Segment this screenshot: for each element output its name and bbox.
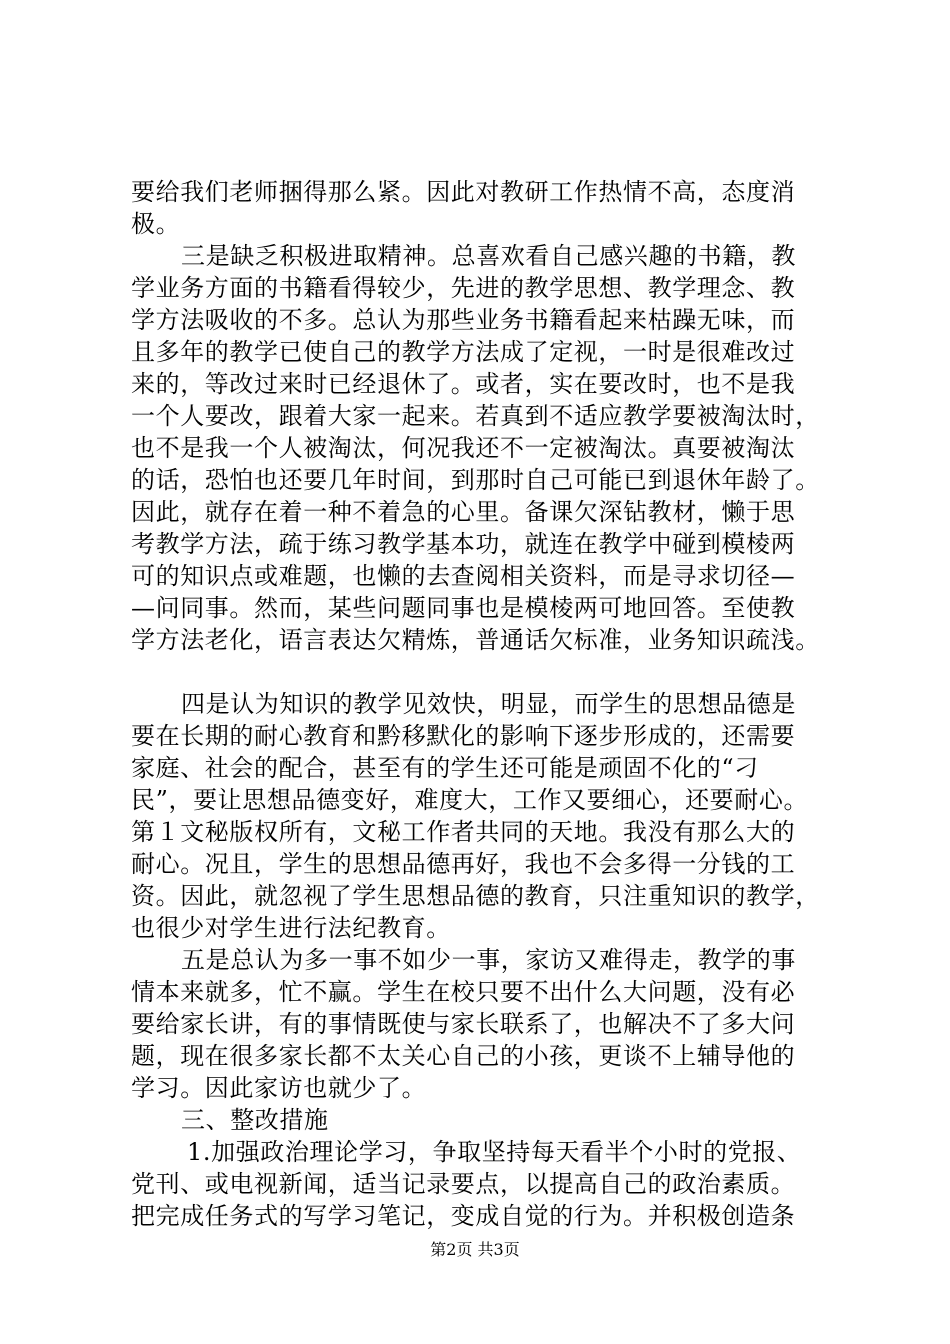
text-line: 考教学方法，疏于练习教学基本功，就连在教学中碰到模棱两 bbox=[131, 530, 796, 558]
text-line: 要给家长讲，有的事情既使与家长联系了，也解决不了多大问 bbox=[131, 1010, 796, 1038]
text-line: 也不是我一个人被淘汰，何况我还不一定被淘汰。真要被淘汰 bbox=[131, 434, 796, 462]
text-line: 耐心。况且，学生的思想品德再好，我也不会多得一分钱的工 bbox=[131, 850, 796, 878]
text-line: 题，现在很多家长都不太关心自己的小孩，更谈不上辅导他的 bbox=[131, 1042, 796, 1070]
text-line: 情本来就多，忙不赢。学生在校只要不出什么大问题，没有必 bbox=[131, 978, 796, 1006]
paragraph-start-line: 三是缺乏积极进取精神。总喜欢看自己感兴趣的书籍，教 bbox=[181, 242, 796, 270]
paragraph-start-line: 1.加强政治理论学习，争取坚持每天看半个小时的党报、 bbox=[187, 1138, 802, 1166]
paragraph-gap bbox=[131, 656, 831, 688]
text-line: 把完成任务式的写学习笔记，变成自觉的行为。并积极创造条 bbox=[131, 1202, 796, 1230]
section-heading: 三、整改措施 bbox=[181, 1106, 329, 1134]
text-line: 要给我们老师捆得那么紧。因此对教研工作热情不高，态度消 bbox=[131, 178, 796, 206]
text-line: 且多年的教学已使自己的教学方法成了定视，一时是很难改过 bbox=[131, 338, 796, 366]
text-line: 党刊、或电视新闻，适当记录要点，以提高自己的政治素质。 bbox=[131, 1170, 796, 1198]
text-line: 一个人要改，跟着大家一起来。若真到不适应教学要被淘汰时， bbox=[131, 402, 820, 430]
paragraph-start-line: 四是认为知识的教学见效快，明显，而学生的思想品德是 bbox=[181, 690, 796, 718]
text-line: 资。因此，就忽视了学生思想品德的教育，只注重知识的教学， bbox=[131, 882, 820, 910]
text-line: 也很少对学生进行法纪教育。 bbox=[131, 914, 451, 942]
text-line: 可的知识点或难题，也懒的去查阅相关资料，而是寻求切径— bbox=[131, 562, 796, 590]
page-number-footer: 第2页 共3页 bbox=[430, 1240, 520, 1259]
text-line: 学习。因此家访也就少了。 bbox=[131, 1074, 427, 1102]
text-line: 要在长期的耐心教育和黔移默化的影响下逐步形成的，还需要 bbox=[131, 722, 796, 750]
text-line: 学方法吸收的不多。总认为那些业务书籍看起来枯躁无味，而 bbox=[131, 306, 796, 334]
text-line: 来的，等改过来时已经退休了。或者，实在要改时，也不是我 bbox=[131, 370, 796, 398]
paragraph-start-line: 五是总认为多一事不如少一事，家访又难得走，教学的事 bbox=[181, 946, 796, 974]
text-line: 学业务方面的书籍看得较少，先进的教学思想、教学理念、教 bbox=[131, 274, 796, 302]
document-body bbox=[131, 176, 831, 1232]
text-line: 第１文秘版权所有，文秘工作者共同的天地。我没有那么大的 bbox=[131, 818, 796, 846]
text-line: 民”，要让思想品德变好，难度大，工作又要细心，还要耐心。 bbox=[131, 786, 809, 814]
text-line: 因此，就存在着一种不着急的心里。备课欠深钻教材，懒于思 bbox=[131, 498, 796, 526]
text-line: 学方法老化，语言表达欠精炼，普通话欠标准，业务知识疏浅。 bbox=[131, 626, 820, 654]
text-line: —问同事。然而，某些问题同事也是模棱两可地回答。至使教 bbox=[131, 594, 796, 622]
text-line: 的话，恐怕也还要几年时间，到那时自己可能已到退休年龄了。 bbox=[131, 466, 820, 494]
text-line: 极。 bbox=[131, 210, 181, 238]
text-line: 家庭、社会的配合，甚至有的学生还可能是顽固不化的“刁 bbox=[131, 754, 759, 782]
